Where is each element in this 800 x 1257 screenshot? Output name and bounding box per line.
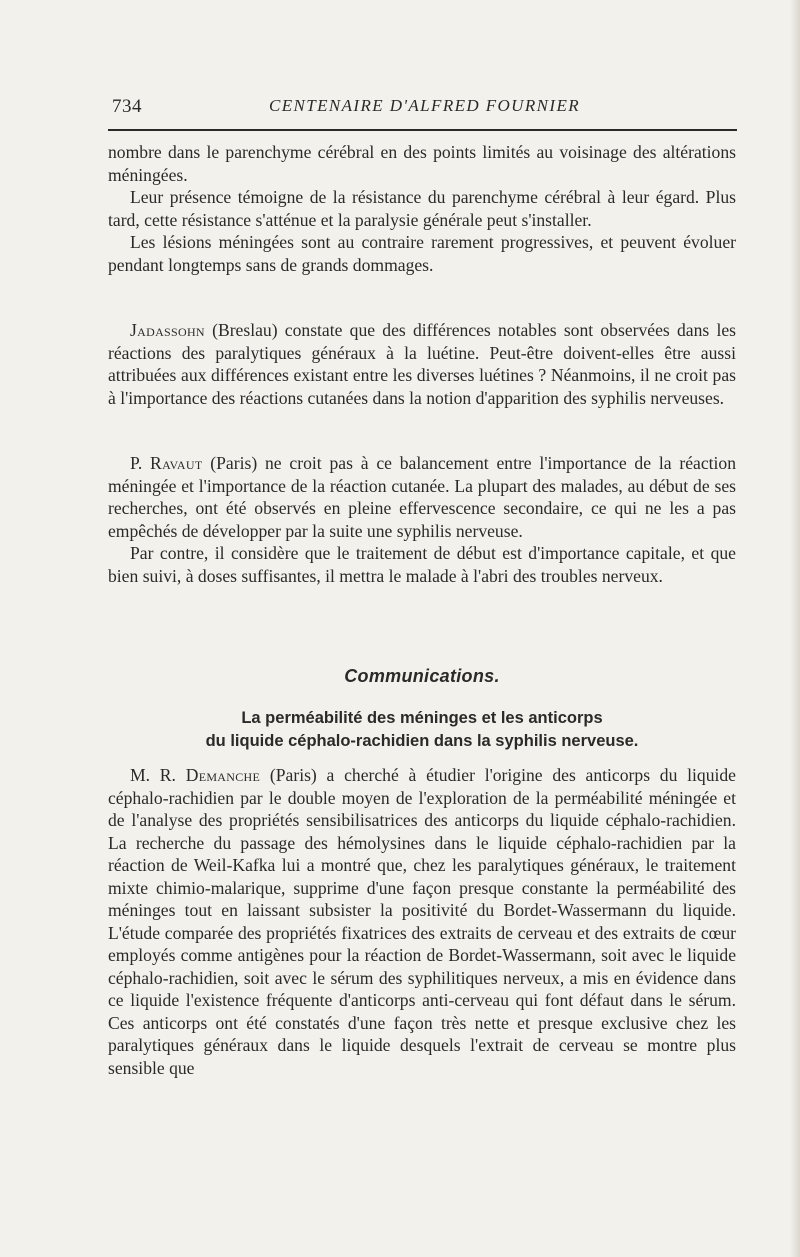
author-initial: P. [130, 453, 151, 473]
paragraph-block-continuation [108, 141, 736, 276]
running-title: CENTENAIRE D'ALFRED FOURNIER [268, 96, 581, 115]
paragraph [108, 319, 736, 409]
page-header [112, 96, 737, 126]
author-name: Ravaut [150, 453, 203, 473]
paragraph: Les lésions méningées sont au contraire rarement progressives, et peuvent évoluer pendant longtemps sans de grands dommages. [108, 232, 736, 275]
paragraph-block-demanche [108, 764, 736, 1079]
paragraph: Par contre, il considère que le traitement de début est d'importance capitale, et que bien suivi, à doses suffisantes, il mettra le malade à l'abri des troubles nerveux. [108, 543, 736, 586]
author-name: Jadassohn [130, 320, 205, 340]
paragraph-block-ravaut [108, 452, 736, 587]
paragraph: Leur présence témoigne de la résistance du parenchyme cérébral à leur égard. Plus tard, cette résistance s'atténue et la paralysie générale peut s'installer. [108, 187, 736, 230]
header-rule [108, 129, 737, 131]
article-title-line: La perméabilité des méninges et les anticorps [241, 709, 603, 727]
article-title-line: du liquide céphalo-rachidien dans la syphilis nerveuse. [205, 732, 639, 750]
paragraph-text: (Paris) a cherché à étudier l'origine des anticorps du liquide céphalo-rachidien par le double moyen de l'exploration de la perméabilité méningée et de l'analyse des propriétés sensibilisatrices des anticorps du liquide céphalo-rachidien. La recherche du passage des hémolysines dans le liquide céphalo-rachidien par la réaction de Weil-Kafka lui a montré que, chez les paralytiques généraux, le traitement mixte chimio-malarique, supprime d'une façon presque constante la perméabilité des méninges tout en laissant subsister la positivité du Bordet-Wassermann du liquide. L'étude comparée des propriétés fixatrices des extraits de cerveau et des extraits de cœur employés comme antigènes pour la réaction de Bordet-Wassermann, soit avec le liquide céphalo-rachidien, soit avec le sérum des syphilitiques nerveux, a mis en évidence dans ce liquide l'existence fréquente d'anticorps anti-cerveau qui font défaut dans le sérum. Ces anticorps ont été constatés d'une façon très nette et presque exclusive chez les paralytiques généraux dans le liquide desquels l'extrait de cerveau se montre plus sensible que [108, 765, 736, 1078]
section-heading: Communications. [344, 666, 500, 686]
author-initial: M. R. [130, 765, 186, 785]
paragraph-block-jadassohn [108, 319, 736, 409]
paragraph: nombre dans le parenchyme cérébral en des points limités au voisinage des altérations méningées. [108, 142, 736, 185]
paragraph-text: (Paris) ne croit pas à ce balancement entre l'importance de la réaction méningée et l'importance de la réaction cutanée. La plupart des malades, au début de ses recherches, ont été observés en pleine effervescence secondaire, ce qui ne les a pas empêchés de développer par la suite une syphilis nerveuse. [108, 453, 736, 541]
article-title [108, 707, 736, 753]
paragraph [108, 452, 736, 542]
page-number: 734 [112, 96, 142, 117]
page-edge-shadow [790, 0, 800, 1257]
paragraph-text: (Breslau) constate que des différences notables sont observées dans les réactions des paralytiques généraux à la luétine. Peut-être doivent-elles être aussi attribuées aux différences existant entre les diverses luétines ? Néanmoins, il ne croit pas à l'importance des réactions cutanées dans la notion d'apparition des syphilis nerveuses. [108, 320, 736, 408]
paragraph [108, 764, 736, 1079]
author-name: Demanche [185, 765, 261, 785]
